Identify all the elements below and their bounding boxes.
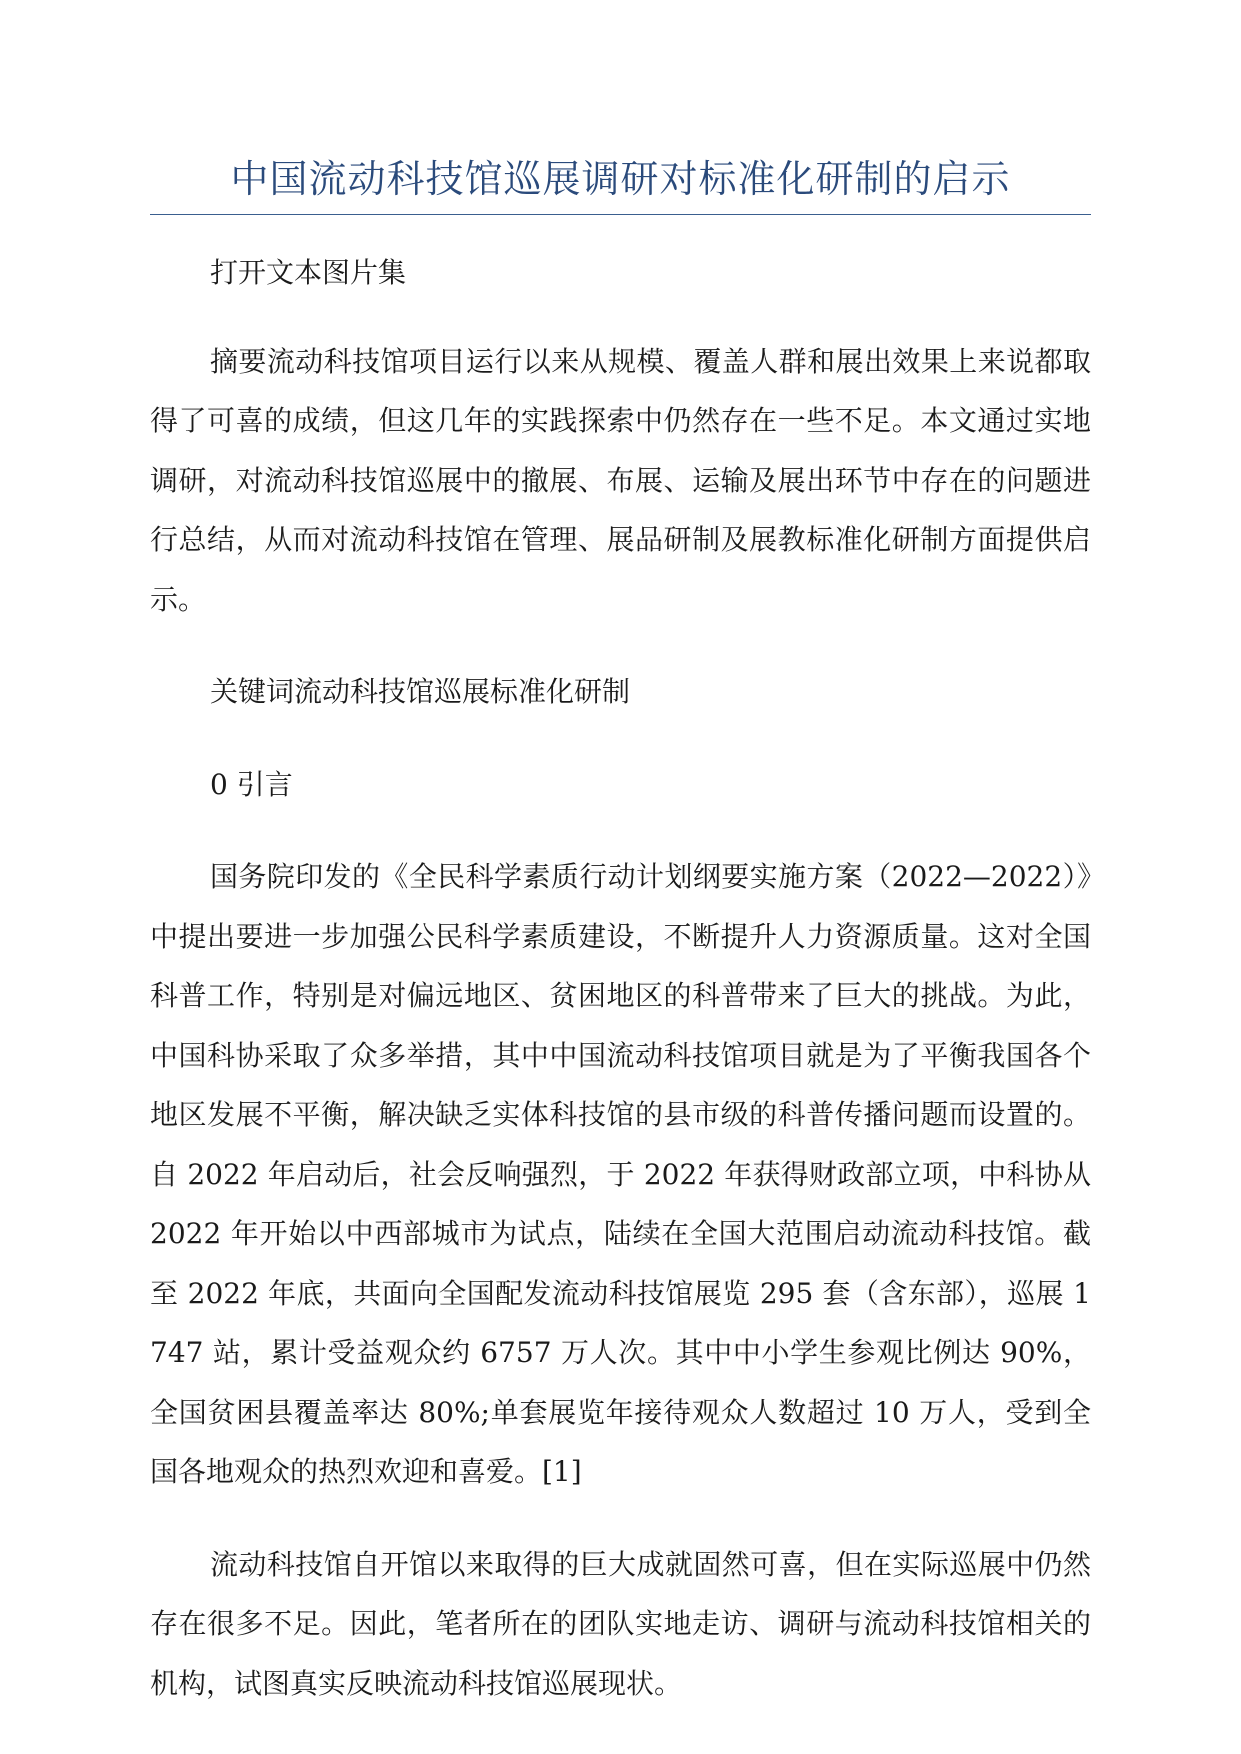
abstract-paragraph: 摘要流动科技馆项目运行以来从规模、覆盖人群和展出效果上来说都取得了可喜的成绩，但这几年的实践探索中仍然存在一些不足。本文通过实地调研，对流动科技馆巡展中的撤展、布展、运输及展出环节中存在的问题进行总结，从而对流动科技馆在管理、展品研制及展教标准化研制方面提供启示。 — [150, 344, 1091, 616]
open-gallery-link[interactable]: 打开文本图片集 — [210, 256, 407, 289]
keywords-line: 关键词流动科技馆巡展标准化研制 — [210, 675, 631, 708]
document-page — [150, 148, 1091, 1713]
section-heading: 0 引言 — [210, 767, 293, 801]
body-paragraph: 国务院印发的《全民科学素质行动计划纲要实施方案（2022—2022）》中提出要进一步加强公民科学素质建设，不断提升人力资源质量。这对全国科普工作，特别是对偏远地区、贫困地区的科普带来了巨大的挑战。为此，中国科协采取了众多举措，其中中国流动科技馆项目就是为了平衡我国各个地区发展不平衡，解决缺乏实体科技馆的县市级的科普传播问题而设置的。自 2022 年启动后，社会反响强烈，于 2022 年获得财政部立项，中科协从 2022 年开始以中西部城市为试点，陆续在全国大范围启动流动科技馆。截至 2022 年底，共面向全国配发流动科技馆展览 295 套（含东部），巡展 1747 站，累计受益观众约 6757 万人次。其中中小学生参观比例达 90%，全国贫困县覆盖率达 80%;单套展览年接待观众人数超过 10 万人，受到全国各地观众的热烈欢迎和喜爱。[1] — [150, 860, 1091, 1488]
document-title: 中国流动科技馆巡展调研对标准化研制的启示 — [150, 148, 1091, 215]
body-paragraph: 流动科技馆自开馆以来取得的巨大成就固然可喜，但在实际巡展中仍然存在很多不足。因此，笔者所在的团队实地走访、调研与流动科技馆相关的机构，试图真实反映流动科技馆巡展现状。 — [150, 1547, 1091, 1700]
